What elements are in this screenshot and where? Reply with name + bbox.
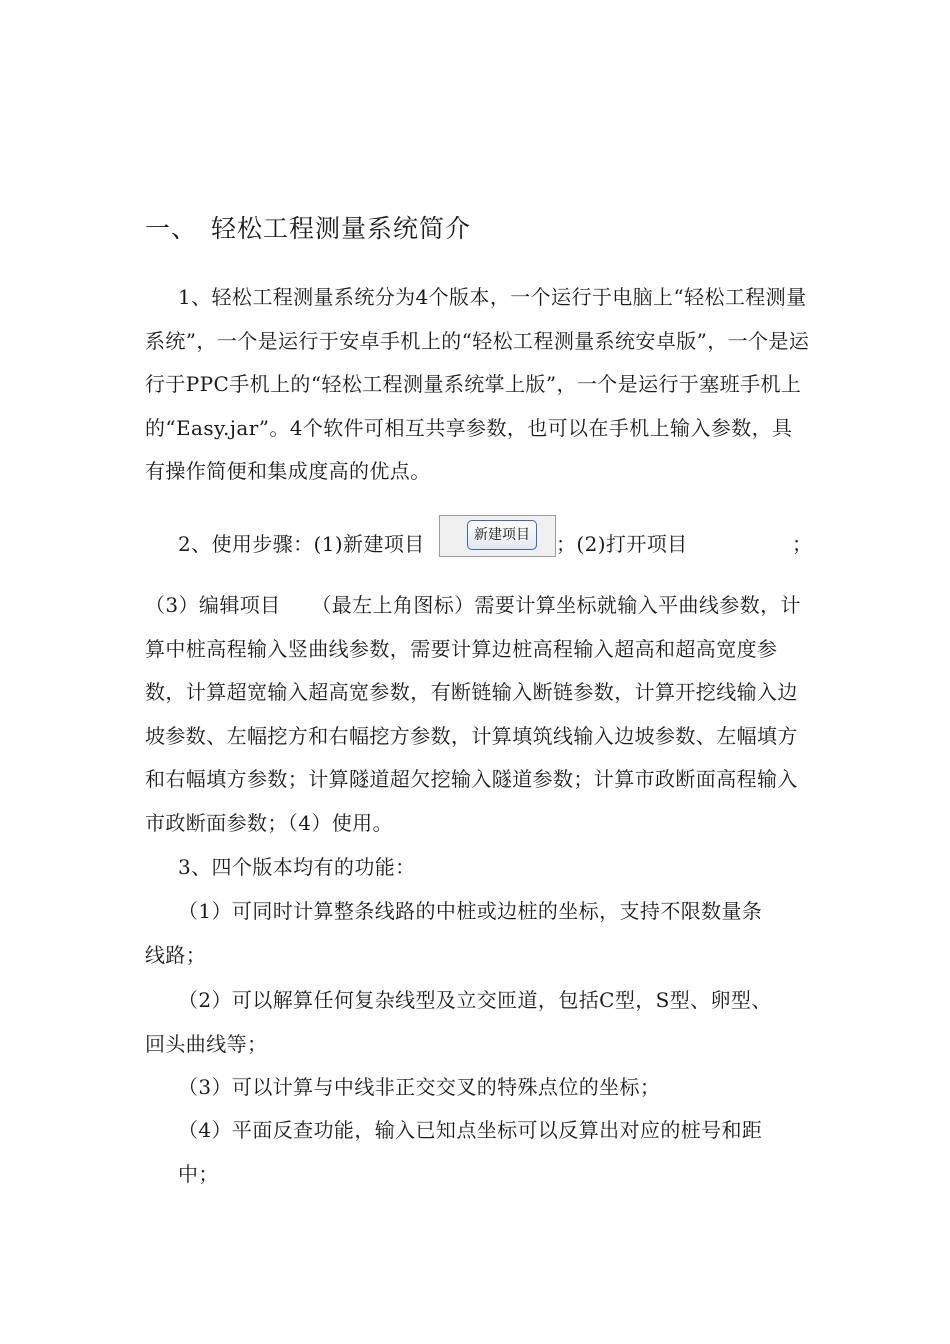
edit-project-paragraph: （3）编辑项目 （最左上角图标）需要计算坐标就输入平曲线参数，计算中桩高程输入竖曲线参数，需要计算边桩高程输入超高和超高宽度参数，计算超宽输入超高宽参数，有断链输入断链参数，计算开挖线输入边坡参数、左幅挖方和右幅挖方参数，计算填筑线输入边坡参数、左幅填方和右幅填方参数；计算隧道超欠挖输入隧道参数；计算市政断面高程输入市政断面参数；（4）使用。 [145,593,801,835]
function-item-1-line-2: 线路； [145,943,207,967]
function-item-4-line-2: 中； [178,1162,219,1186]
steps-line-end: ； [792,532,813,556]
function-item-4-line-1: （4）平面反查功能，输入已知点坐标可以反算出对应的桩号和距 [178,1118,763,1142]
function-item-2-line-1: （2）可以解算任何复杂线型及立交匝道，包括C型，S型、卵型、 [178,988,772,1012]
function-item-3: （3）可以计算与中线非正交交叉的特殊点位的坐标； [178,1075,661,1099]
functions-title: 3、四个版本均有的功能： [178,855,416,879]
steps-prefix: 2、使用步骤：(1)新建项目 [178,532,425,556]
intro-paragraph: 1、轻松工程测量系统分为4个版本，一个运行于电脑上“轻松工程测量系统”，一个是运行于安卓手机上的“轻松工程测量系统安卓版”，一个是运行于PPC手机上的“轻松工程测量系统掌上版”，一个是运行于塞班手机上的“Easy.jar”。4个软件可相互共享参数，也可以在手机上输入参数，具有操作简便和集成度高的优点。 [145,285,810,483]
function-item-1-line-1: （1）可同时计算整条线路的中桩或边桩的坐标，支持不限数量条 [178,899,763,923]
new-project-button-image [439,515,556,557]
steps-open-project: ；(2)打开项目 [556,532,688,556]
section-heading [145,212,471,246]
new-project-button: 新建项目 [467,520,537,550]
section-number: 一、 [145,214,198,243]
function-item-2-line-2: 回头曲线等； [145,1032,268,1056]
section-title: 轻松工程测量系统简介 [211,214,472,243]
